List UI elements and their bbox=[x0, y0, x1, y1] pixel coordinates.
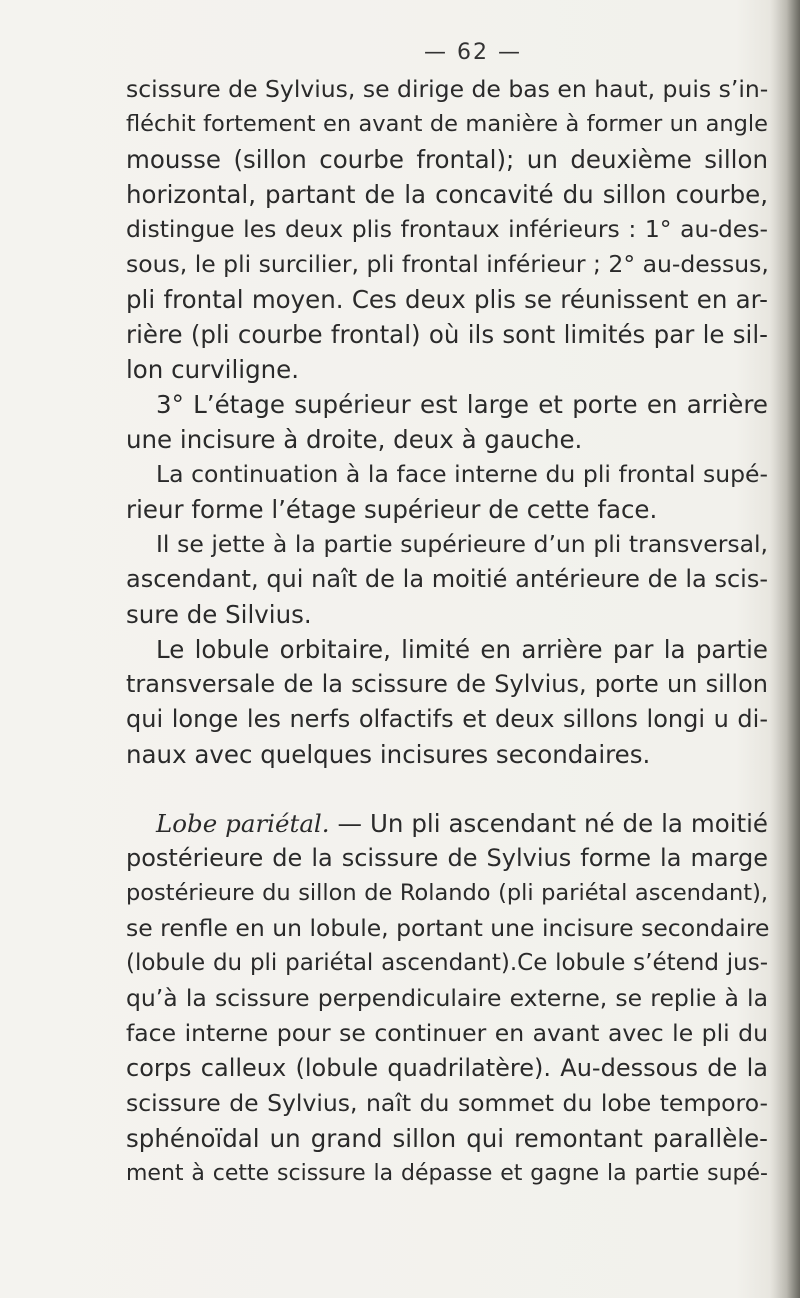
text-line: naux avec quelques incisures secondaires. bbox=[126, 740, 651, 769]
text-line: 3° L’étage supérieur est large et porte en arrière bbox=[156, 390, 768, 419]
body-text bbox=[126, 72, 768, 1191]
text-line: horizontal, partant de la concavité du sillon courbe, bbox=[126, 180, 768, 209]
text-line: Le lobule orbitaire, limité en arrière par la partie bbox=[156, 635, 768, 664]
text-line: mousse (sillon courbe frontal); un deuxième sillon bbox=[126, 145, 768, 174]
text-line: fléchit fortement en avant de manière à former un angle bbox=[126, 111, 768, 137]
paragraph-lobe-parietal bbox=[126, 806, 768, 1191]
text-line bbox=[126, 806, 768, 841]
text-line: postérieure du sillon de Rolando (pli pariétal ascendant), bbox=[126, 880, 768, 906]
text-line: sure de Silvius. bbox=[126, 600, 312, 629]
text-line: sphénoïdal un grand sillon qui remontant parallèle- bbox=[126, 1124, 768, 1153]
paragraph-face-interne bbox=[126, 457, 768, 527]
page-number: — 62 — bbox=[424, 40, 522, 65]
text-line: scissure de Sylvius, se dirige de bas en haut, puis s’in- bbox=[126, 75, 769, 103]
paragraph-etage-superieur bbox=[126, 387, 768, 457]
text-line: qu’à la scissure perpendiculaire externe, se replie à la bbox=[126, 984, 768, 1012]
text-line: (lobule du pli pariétal ascendant).Ce lobule s’étend jus- bbox=[126, 950, 768, 976]
text-line: distingue les deux plis frontaux inférieurs : 1° au-des- bbox=[126, 215, 768, 243]
text-line: une incisure à droite, deux à gauche. bbox=[126, 425, 583, 454]
text-line: corps calleux (lobule quadrilatère). Au-dessous de la bbox=[126, 1054, 768, 1082]
text-line: rieur forme l’étage supérieur de cette face. bbox=[126, 495, 658, 524]
text-line: lon curviligne. bbox=[126, 355, 300, 384]
paragraph-pli-transversal bbox=[126, 527, 768, 632]
paragraph-frontal-continuation bbox=[126, 72, 768, 387]
text-line: transversale de la scissure de Sylvius, porte un sillon bbox=[126, 670, 768, 698]
text-line: face interne pour se continuer en avant avec le pli du bbox=[126, 1019, 768, 1047]
section-heading: Lobe pariétal. bbox=[156, 809, 330, 838]
text-line: ment à cette scissure la dépasse et gagne la partie supé- bbox=[126, 1161, 768, 1186]
paragraph-lobule-orbitaire bbox=[126, 632, 768, 772]
text-line: postérieure de la scissure de Sylvius forme la marge bbox=[126, 844, 768, 872]
text-line: Il se jette à la partie supérieure d’un pli transversal, bbox=[156, 530, 768, 558]
text-line: sous, le pli surcilier, pli frontal inférieur ; 2° au-dessus, bbox=[126, 250, 769, 278]
text-line: qui longe les nerfs olfactifs et deux sillons longi u di- bbox=[126, 705, 768, 733]
section-gap bbox=[126, 772, 768, 806]
text-line: pli frontal moyen. Ces deux plis se réunissent en ar- bbox=[126, 285, 768, 314]
text-line-rest: — Un pli ascendant né de la moitié bbox=[329, 809, 768, 838]
text-line: se renfle en un lobule, portant une incisure secondaire bbox=[126, 914, 770, 942]
text-line: scissure de Sylvius, naît du sommet du lobe temporo- bbox=[126, 1089, 768, 1117]
text-line: ascendant, qui naît de la moitié antérieure de la scis- bbox=[126, 565, 768, 593]
page-edge-shadow bbox=[770, 0, 800, 1298]
text-line: La continuation à la face interne du pli frontal supé- bbox=[156, 460, 768, 488]
text-line: rière (pli courbe frontal) où ils sont limités par le sil- bbox=[126, 320, 768, 349]
